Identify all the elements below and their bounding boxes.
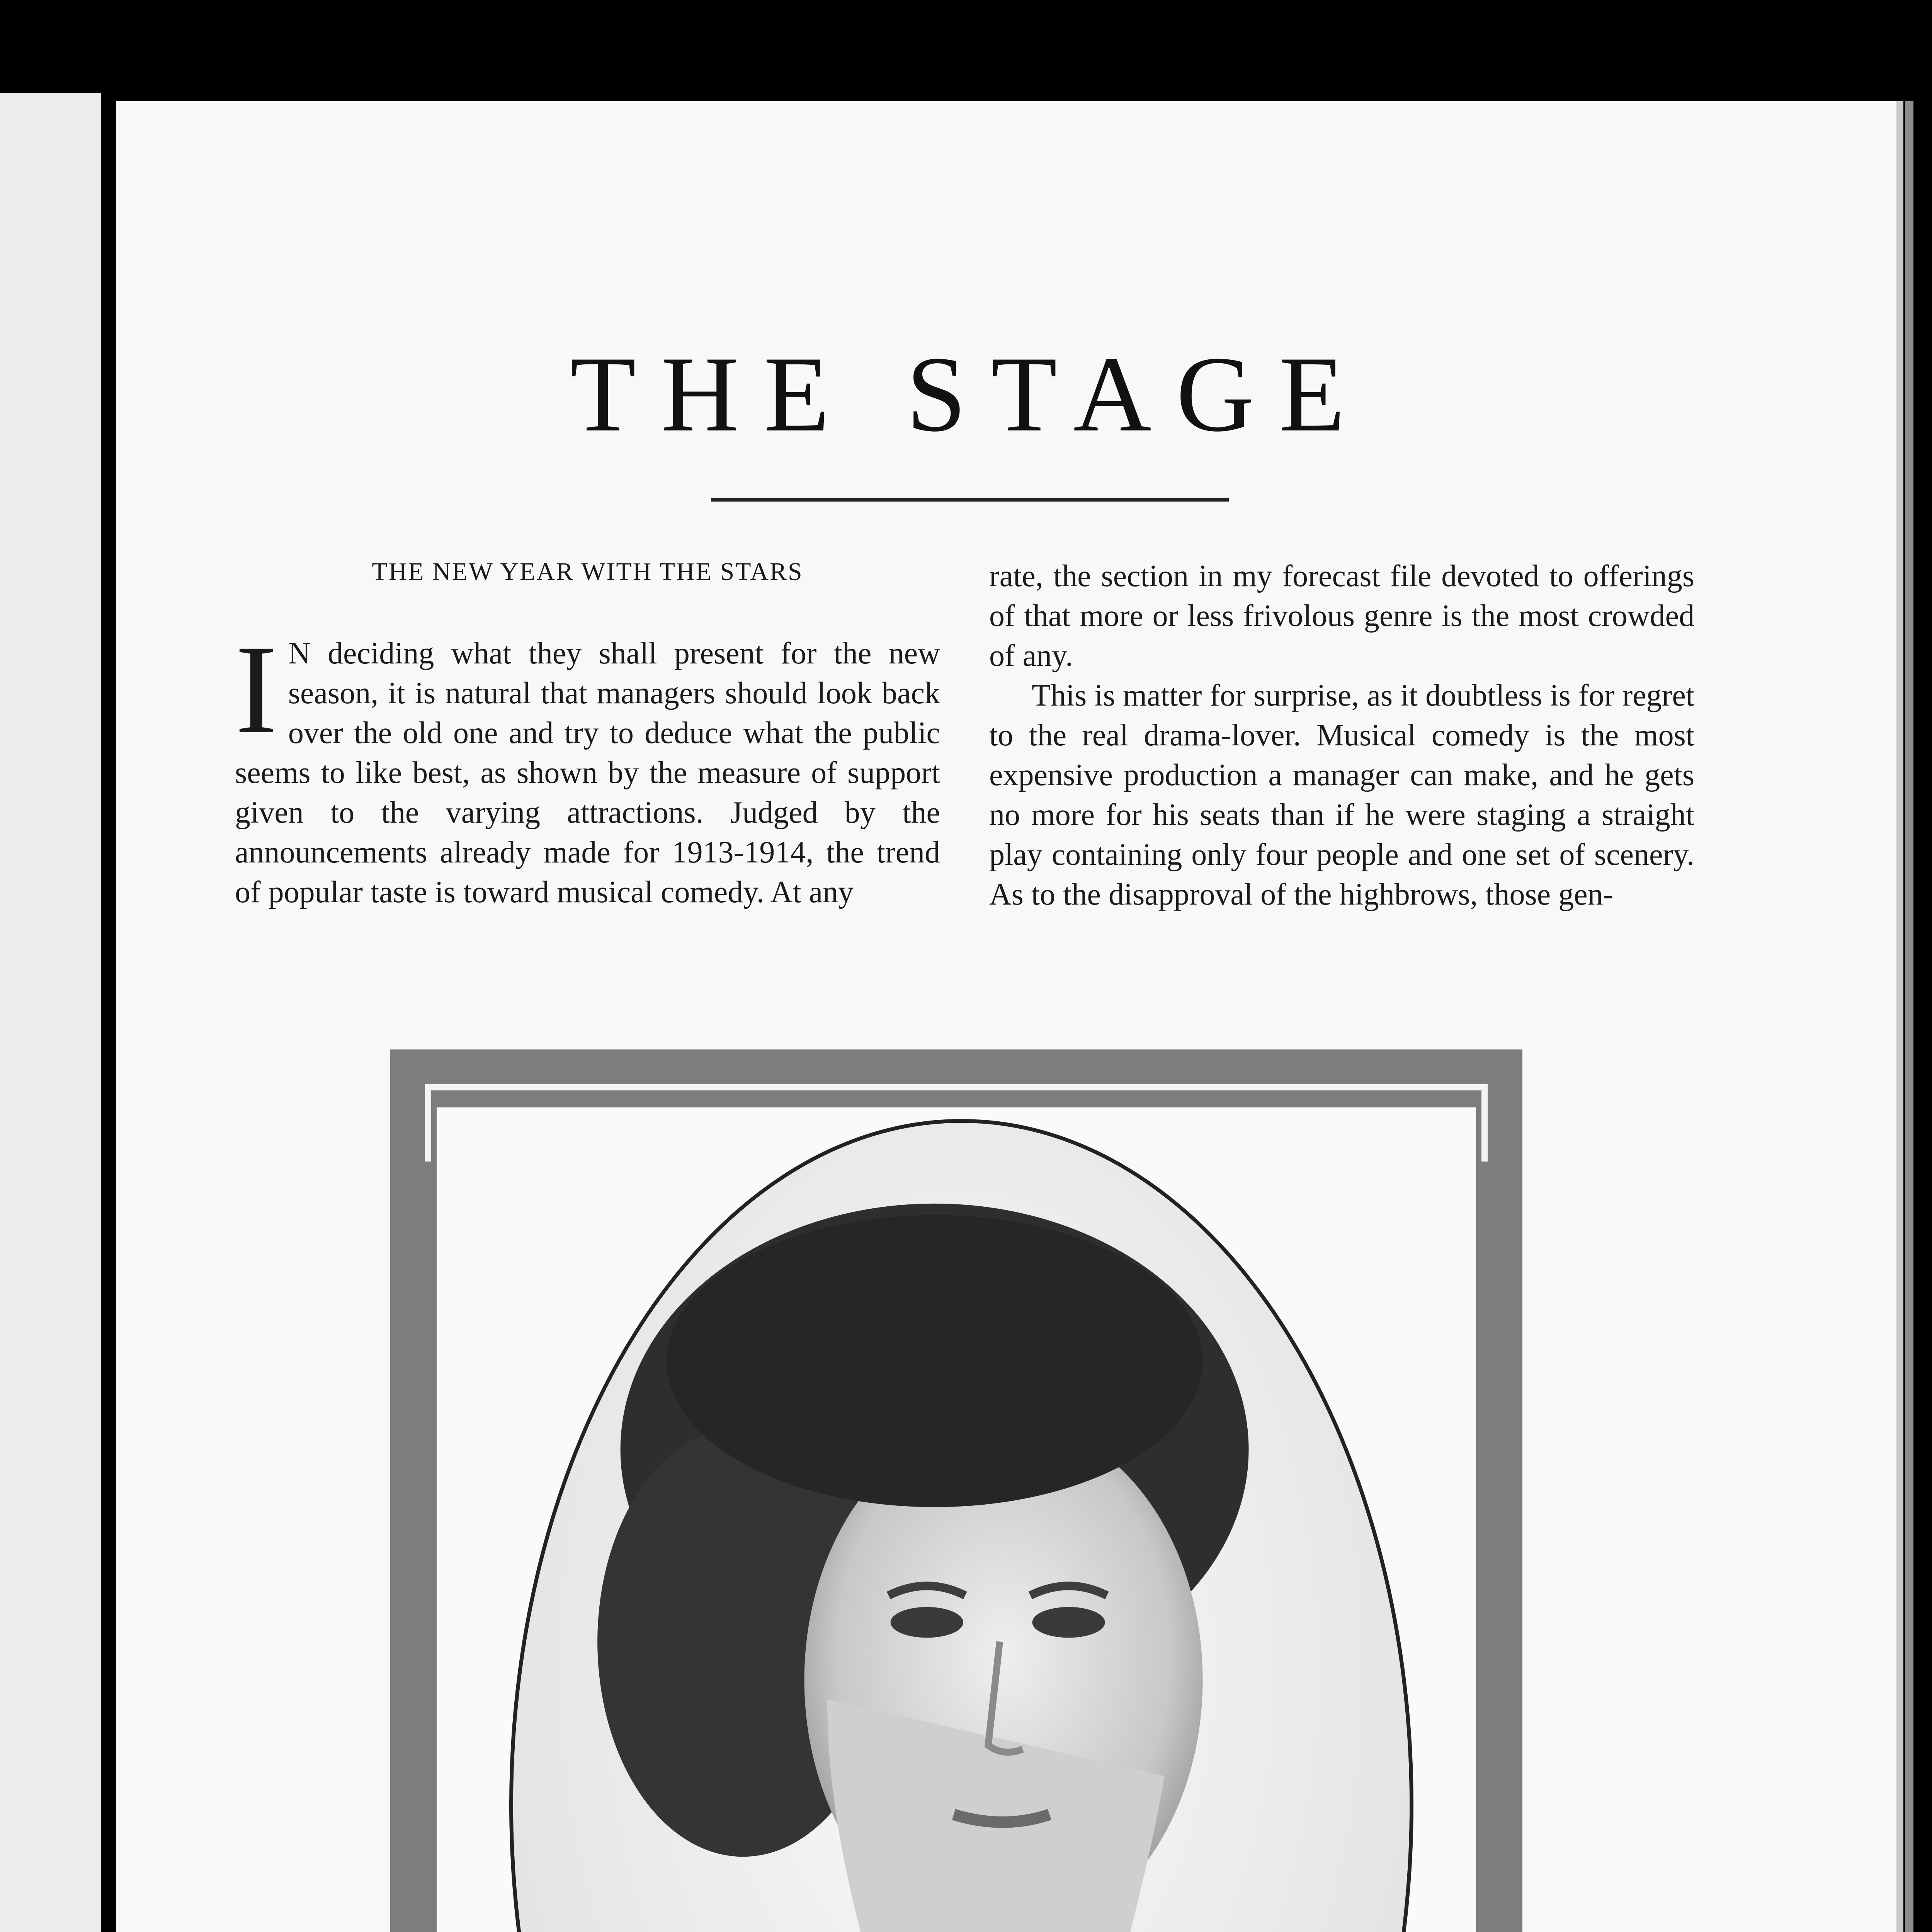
article-paragraph-1 bbox=[235, 619, 940, 912]
article-column-right bbox=[989, 556, 1694, 915]
section-heading: THE NEW YEAR WITH THE STARS bbox=[372, 558, 803, 586]
paragraph-text: N deciding what they shall present for the new season, it is natural that managers should look back over the old one and try to deduce what the public seems to like best, as shown by the measure of support given to the varying attractions. Judged by the announcements already made for 1913-1914, the trend of popular taste is toward musical comedy. At any bbox=[235, 636, 940, 909]
page-edge-shadow bbox=[1896, 101, 1903, 1932]
portrait-image bbox=[513, 1123, 1410, 1932]
facing-page-edge bbox=[0, 93, 101, 1932]
photo-frame bbox=[390, 1049, 1522, 1932]
title-divider bbox=[711, 498, 1229, 502]
page-edge-dark bbox=[1905, 101, 1913, 1932]
article-paragraph-continued: rate, the section in my forecast file devoted to offerings of that more or less frivolous genre is the most crowded of any. bbox=[989, 559, 1694, 673]
magazine-page bbox=[116, 101, 1897, 1932]
article-column-left bbox=[235, 556, 940, 912]
page-title: THE STAGE bbox=[570, 334, 1370, 454]
portrait-photo bbox=[509, 1119, 1413, 1932]
drop-cap: I bbox=[235, 619, 277, 760]
article-paragraph-2: This is matter for surprise, as it doubtless is for regret to the real drama-lover. Musical comedy is the most expensive production a manager can make, and he gets no more for his seats than if he were staging a straight play containing only four people and one set of scenery. As to the disapproval of the highbrows, those gen- bbox=[989, 679, 1694, 912]
photo-mat bbox=[437, 1107, 1476, 1932]
